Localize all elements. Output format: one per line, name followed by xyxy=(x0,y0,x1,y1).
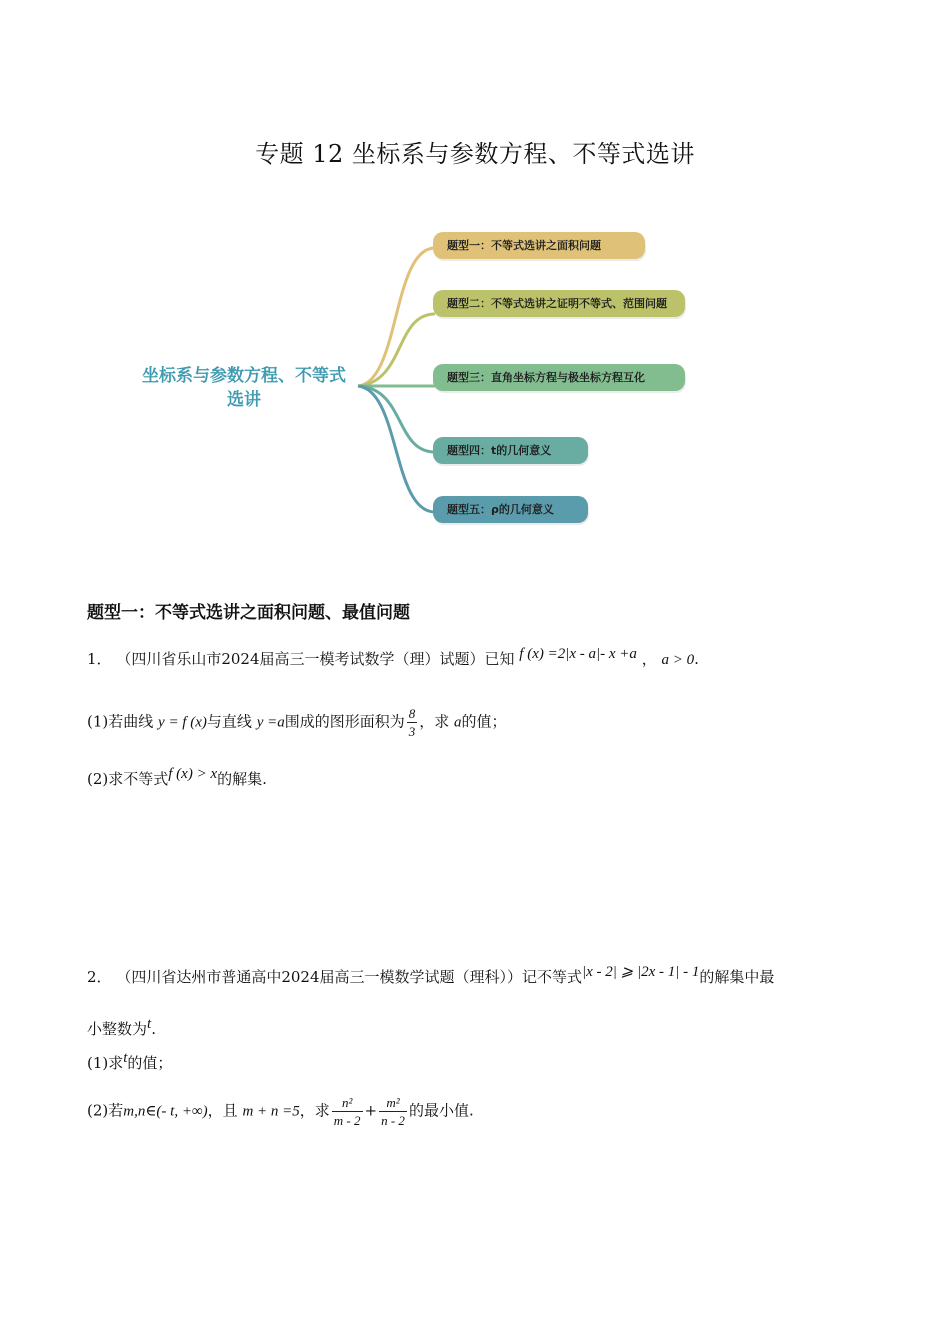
math-set: m,n∈(- t, +∞) xyxy=(123,1103,208,1120)
math-fraction-1: $\frac{\text{n²}}{m - 2}$ xyxy=(333,1095,361,1128)
math-fraction-2: $\frac{\text{m²}}{n - 2}$ xyxy=(381,1095,405,1128)
question-1-part-2: (2)求不等式f (x) > x的解集. xyxy=(87,766,267,788)
math-condition: m + n =5 xyxy=(242,1103,300,1120)
mind-map-center: 坐标系与参数方程、不等式选讲 xyxy=(142,366,346,410)
mind-map-branch-1: 题型一：不等式选讲之面积问题 xyxy=(433,232,645,259)
section-heading: 题型一：不等式选讲之面积问题、最值问题 xyxy=(87,603,410,623)
math-curve: y = f (x) xyxy=(158,714,207,731)
math-fraction: $\frac{8}{3}$ xyxy=(408,706,416,739)
question-number: 2． xyxy=(87,968,112,986)
math-inequality: |x - 2| ⩾ |2x - 1| - 1 xyxy=(582,964,700,980)
question-1-part-1: (1)若曲线 y = f (x)与直线 y =a围成的图形面积为 $\frac{8}{3}$ ，求 a的值； xyxy=(87,706,507,739)
math-var: a xyxy=(454,714,462,731)
question-2-part-1: (1)求t的值； xyxy=(87,1050,173,1072)
math-condition: a > 0 xyxy=(661,652,695,668)
math-line: y =a xyxy=(256,714,285,731)
mind-map xyxy=(130,222,700,542)
question-number: 1． xyxy=(87,650,112,668)
mind-map-branch-5: 题型五：ρ的几何意义 xyxy=(433,496,588,523)
question-1-stem: 1． （四川省乐山市2024届高三一模考试数学（理）试题）已知 f (x) =2|x - a|- x +a ， a > 0. xyxy=(87,646,699,668)
mind-map-branch-4: 题型四：t的几何意义 xyxy=(433,437,588,464)
question-2-stem-continued: 小整数为t. xyxy=(87,1016,156,1038)
mind-map-branch-3: 题型三：直角坐标方程与极坐标方程互化 xyxy=(433,364,685,391)
question-2-stem: 2． （四川省达州市普通高中2024届高三一模数学试题（理科））记不等式|x - 2| ⩾ |2x - 1| - 1的解集中最 xyxy=(87,964,775,986)
page-title: 专题 12 坐标系与参数方程、不等式选讲 xyxy=(255,140,695,168)
question-2-part-2: (2)若m,n∈(- t, +∞)，且 m + n =5，求 $\frac{\text{n²}}{m - 2}$ + $\frac{\text{m²}}{n - 2}$ 的最小值. xyxy=(87,1095,474,1128)
math-inequality: f (x) > x xyxy=(168,766,218,782)
mind-map-branch-2: 题型二：不等式选讲之证明不等式、范围问题 xyxy=(433,290,685,317)
connector-4 xyxy=(358,386,435,452)
question-source: （四川省乐山市2024届高三一模考试数学（理）试题）已知 xyxy=(116,650,515,668)
question-source: （四川省达州市普通高中2024届高三一模数学试题（理科））记不等式 xyxy=(116,968,583,986)
math-formula: f (x) =2|x - a|- x +a xyxy=(519,646,637,662)
connector-2 xyxy=(358,314,435,386)
